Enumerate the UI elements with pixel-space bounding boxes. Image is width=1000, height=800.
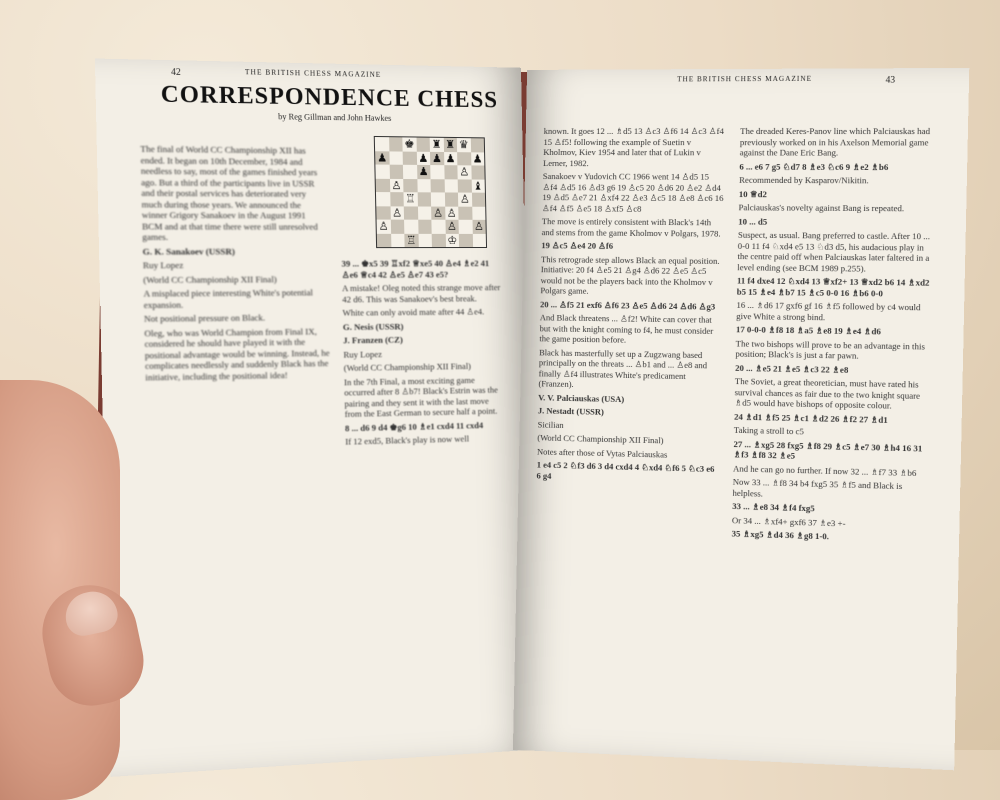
- board-square: [375, 165, 389, 179]
- board-square: [458, 179, 472, 193]
- board-square: [390, 220, 404, 234]
- paragraph: known. It goes 12 ... ♗d5 13 ♙c3 ♙f6 14 ♙c3 ♙f4 15 ♙f5! following the example of Suetin v Kholmov, Kiev 1954 and later that of Lukin v Lerner, 1982.: [542, 125, 724, 168]
- opening-name: Sicilian: [537, 418, 564, 430]
- chess-piece: ♟: [418, 165, 429, 179]
- board-square: [404, 220, 418, 234]
- board-square: [389, 165, 403, 179]
- board-square: [445, 220, 459, 234]
- board-square: [430, 138, 444, 152]
- paragraph: Taking a stroll to c5: [733, 424, 805, 437]
- board-square: [376, 178, 390, 192]
- chess-piece: ♟: [376, 151, 388, 165]
- board-square: [376, 206, 390, 220]
- paragraph: The final of World CC Championship XII has ended. It began on 10th December, 1984 and needless to say, most of the games finished years ago. But a third of the participants live in USSR and their postal services has deteriorated very much during those years. We announced the winner Grigory Sanakoev in the August 1991 BCM and at that time there were still unresolved games.: [140, 143, 318, 243]
- paragraph: Or 34 ... ♗xf4+ gxf6 37 ♗e3 +-: [731, 514, 846, 529]
- moves: 17 0-0-0 ♗f8 18 ♗a5 ♗e8 19 ♗e4 ♗d6: [735, 324, 882, 337]
- board-square: [457, 152, 471, 166]
- event-name: (World CC Championship XII Final): [143, 273, 277, 285]
- board-square: [459, 220, 473, 234]
- chess-diagram: [374, 136, 487, 248]
- board-square: [444, 152, 458, 166]
- moves: 10 ♕d2: [738, 188, 768, 199]
- moves: 24 ♗d1 ♗f5 25 ♗c1 ♗d2 26 ♗f2 27 ♗d1: [734, 410, 888, 425]
- board-square: [471, 193, 485, 207]
- running-head: THE BRITISH CHESS MAGAZINE: [677, 74, 813, 84]
- moves: 11 f4 dxe4 12 ♘xd4 13 ♕xf2+ 13 ♕xd2 b6 14 ♗xd2 b5 15 ♗e4 ♗b7 15 ♗c5 0-0 16 ♗b6 0-0: [736, 275, 930, 298]
- chess-piece: ♚: [404, 137, 415, 151]
- chess-piece: ♟: [418, 151, 429, 165]
- board-square: [470, 138, 484, 152]
- right-column-1: [536, 126, 726, 488]
- board-square: [431, 192, 445, 206]
- board-square: [416, 138, 430, 152]
- paragraph: Notes after those of Vytas Palciauskas: [536, 445, 668, 460]
- paragraph: Oleg, who was World Champion from Final IX, considered he should have played it with the positional advantage would be winning. Instead, he complicates needlessly and suddenly Black has the initiative, including the positional idea!: [144, 325, 330, 383]
- event-name: (World CC Championship XII Final): [537, 432, 664, 446]
- board-square: [389, 137, 403, 151]
- board-square: [472, 206, 486, 220]
- board-square: [459, 233, 473, 247]
- board-square: [417, 192, 431, 206]
- board-square: [390, 206, 404, 220]
- paragraph: In the 7th Final, a most exciting game occurred after 8 ♙b7! Black's Estrin was the pairing and they sent it with the last move from the East German to secure half a point.: [343, 374, 498, 420]
- board-square: [431, 179, 445, 193]
- chess-piece: ♜: [445, 138, 456, 152]
- chess-piece: ♛: [458, 138, 469, 152]
- board-square: [403, 178, 417, 192]
- paragraph: The Soviet, a great theoretician, must have rated his survival chances as fair due to the two knight square ♗d5 would have bishops of opposite colour.: [734, 375, 921, 411]
- left-page: [95, 59, 535, 777]
- paragraph: Palciauskas's novelty against Bang is repeated.: [738, 202, 905, 214]
- paragraph: 16 ... ♗d6 17 gxf6 gf 16 ♗f5 followed by c4 would give White a strong bind.: [736, 299, 921, 322]
- paragraph: This retrograde step allows Black an equal position. Initiative: 20 f4 ♙e5 21 ♙g4 ♙d6 22 ♙e5 ♙c5 would not be the players back into the Kholmov v Polgars game.: [540, 253, 720, 296]
- board-square: [431, 220, 445, 234]
- chess-piece: ♜: [431, 137, 442, 152]
- player-name: G. Nesis (USSR): [342, 320, 404, 332]
- board-square: [457, 138, 471, 152]
- board-square: [376, 192, 390, 206]
- moves: 19 ♙c5 ♙e4 20 ♙f6: [541, 240, 614, 251]
- paragraph: Now 33 ... ♗f8 34 b4 fxg5 35 ♗f5 and Black is helpless.: [732, 476, 903, 499]
- paragraph: And he can go no further. If now 32 ... ♗f7 33 ♗b6: [732, 462, 917, 478]
- moves: 27 ... ♗xg5 28 fxg5 ♗f8 29 ♗c5 ♗e7 30 ♗h4 16 31 ♗f3 ♗f8 32 ♗e5: [733, 438, 923, 461]
- board-square: [471, 165, 485, 179]
- chess-piece: ♖: [406, 233, 417, 247]
- moves: 8 ... d6 9 d4 ♚g6 10 ♗e1 cxd4 11 cxd4: [344, 419, 484, 433]
- board-square: [417, 165, 431, 179]
- chess-piece: ♝: [472, 179, 484, 193]
- board-square: [472, 233, 486, 247]
- moves: 1 e4 c5 2 ♘f3 d6 3 d4 cxd4 4 ♘xd4 ♘f6 5 ♘c3 e6 6 g4: [536, 459, 715, 481]
- paragraph: Suspect, as usual. Bang preferred to castle. After 10 ... 0-0 11 f4 ♘xd4 e5 13 ♘d3 d5, his audacious play in the centre paid off when Palciauskas later faltered in a level ending (see BCM 1989 p.255).: [737, 229, 931, 274]
- article-byline: by Reg Gillman and John Hawkes: [278, 112, 392, 123]
- board-square: [472, 220, 486, 234]
- paragraph: A mistake! Oleg noted this strange move after 42 d6. This was Sanakoev's best break.: [341, 282, 501, 304]
- article-title: CORRESPONDENCE CHESS: [160, 80, 499, 113]
- board-square: [402, 137, 416, 151]
- moves: 39 ... ♚x5 39 ♖xf2 ♕xe5 40 ♙e4 ♗e2 41 ♙e6 ♕c4 42 ♙e5 ♙e7 43 e5?: [341, 258, 490, 280]
- board-square: [403, 165, 417, 179]
- board-square: [431, 206, 445, 220]
- page-number: 42: [170, 66, 181, 78]
- chess-piece: ♙: [378, 219, 389, 234]
- player-name: J. Franzen (CZ): [343, 334, 403, 346]
- board-square: [430, 165, 444, 179]
- board-square: [432, 233, 446, 247]
- board-square: [375, 151, 389, 165]
- board-square: [418, 233, 432, 247]
- board-square: [471, 179, 485, 193]
- board-square: [445, 233, 459, 247]
- chess-piece: ♙: [391, 178, 402, 192]
- event-name: (World CC Championship XII Final): [343, 360, 472, 374]
- board-square: [458, 206, 472, 220]
- board-square: [404, 206, 418, 220]
- chess-piece: ♔: [447, 233, 458, 247]
- opening-name: Ruy Lopez: [343, 348, 383, 360]
- board-square: [444, 165, 458, 179]
- board-square: [457, 165, 471, 179]
- chess-piece: ♖: [405, 192, 416, 206]
- opening-name: Ruy Lopez: [142, 259, 184, 271]
- chess-piece: ♙: [391, 206, 403, 220]
- moves: 10 ... d5: [738, 215, 768, 227]
- moves: 33 ... ♗e8 34 ♗f4 fxg5: [732, 500, 815, 514]
- board-square: [417, 206, 431, 220]
- chess-piece: ♟: [431, 151, 443, 165]
- board-square: [445, 206, 459, 220]
- board-square: [391, 233, 405, 247]
- right-page: [513, 68, 969, 770]
- chess-piece: ♙: [432, 206, 444, 220]
- board-square: [458, 193, 472, 207]
- player-name: V. V. Palciauskas (USA): [538, 391, 625, 404]
- paragraph: The two bishops will prove to be an advantage in this position; Black's is just a far pawn.: [735, 337, 926, 361]
- board-square: [403, 151, 417, 165]
- board-square: [375, 137, 389, 151]
- chess-piece: ♟: [472, 152, 483, 166]
- chess-piece: ♙: [459, 192, 470, 206]
- chess-piece: ♟: [445, 151, 456, 166]
- chess-piece: ♙: [446, 206, 457, 220]
- paragraph: And Black threatens ... ♙f2! White can cover that but with the knight coming to f4, he must consider the game position before.: [539, 312, 714, 345]
- board-square: [389, 178, 403, 192]
- chess-piece: ♙: [459, 165, 470, 179]
- board-square: [377, 233, 391, 247]
- player-name: G. K. Sanakoev (USSR): [142, 245, 235, 257]
- board-square: [377, 220, 391, 234]
- board-square: [443, 138, 457, 152]
- moves: 20 ... ♙f5 21 exf6 ♙f6 23 ♙e5 ♙d6 24 ♙d6 ♙g3: [540, 298, 716, 312]
- moves: 35 ♗xg5 ♗d4 36 ♗g8 1-0.: [731, 528, 830, 542]
- paragraph: The dreaded Keres-Panov line which Palciauskas had previously worked on in his Axelson Memorial game against the Dane Eric Bang.: [739, 125, 931, 158]
- paragraph: Sanakoev v Yudovich CC 1966 went 14 ♙d5 15 ♙f4 ♙d5 16 ♙d3 g6 19 ♙c5 20 ♙d6 20 ♙e2 ♙d4 19 ♙d5 ♙e7 21 ♙xf4 22 ♙e3 ♙c5 18 ♙e8 ♙c6 16 ♙f4 ♙f5 ♙e5 18 ♙xf5 ♙c8: [542, 171, 724, 214]
- running-head: THE BRITISH CHESS MAGAZINE: [244, 68, 382, 80]
- board-square: [444, 192, 458, 206]
- board-square: [417, 179, 431, 193]
- paragraph: If 12 exd5, Black's play is now well: [345, 433, 470, 447]
- board-square: [430, 151, 444, 165]
- board-square: [416, 151, 430, 165]
- board-square: [444, 179, 458, 193]
- player-name: J. Nestadt (USSR): [537, 405, 605, 417]
- board-square: [471, 152, 485, 166]
- paragraph: The move is entirely consistent with Black's 14th and stems from the game Kholmov v Polgars, 1978.: [541, 216, 721, 239]
- board-square: [390, 192, 404, 206]
- paragraph: White can only avoid mate after 44 ♙e4.: [342, 306, 485, 318]
- page-number: 43: [885, 74, 896, 85]
- paragraph: A misplaced piece interesting White's potential expansion.: [143, 287, 314, 310]
- chess-piece: ♙: [446, 220, 457, 234]
- board-square: [403, 192, 417, 206]
- left-column-2: [341, 258, 507, 450]
- paragraph: Not positional pressure on Black.: [143, 312, 266, 324]
- board-square: [389, 151, 403, 165]
- right-column-2: [731, 126, 938, 548]
- chess-piece: ♙: [473, 220, 484, 234]
- paragraph: Recommended by Kasparov/Nikitin.: [739, 174, 869, 186]
- left-column-1: [140, 143, 330, 385]
- paragraph: Black has masterfully set up a Zugzwang based principally on the threats ... ♙b1 and ... ♙e8 and finally ♙f4 illustrates White's predicament (Franzen).: [538, 346, 708, 390]
- board-square: [418, 220, 432, 234]
- moves: 6 ... e6 7 g5 ♘d7 8 ♗e3 ♘c6 9 ♗e2 ♗b6: [739, 160, 889, 172]
- moves: 20 ... ♗e5 21 ♗e5 ♗c3 22 ♗e8: [735, 362, 849, 375]
- board-square: [404, 233, 418, 247]
